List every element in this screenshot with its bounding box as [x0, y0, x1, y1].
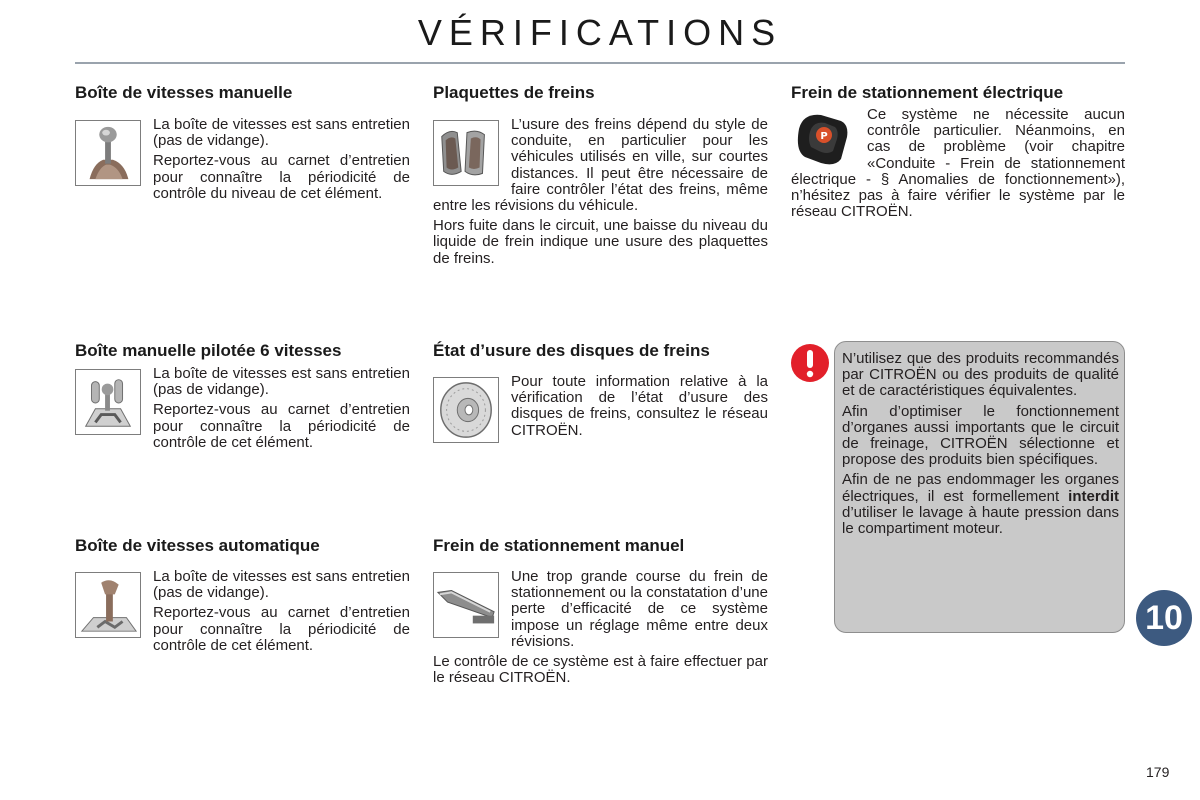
section-brake-discs: [433, 342, 768, 445]
section-manual-gearbox: [75, 84, 410, 206]
paragraph: Afin d’optimiser le fonctionnement d’organes aussi importants que le circuit de freinage, CITROËN sélectionne et propose des produits bien spécifiques.: [842, 402, 1119, 469]
parking-brake-lever-icon: [433, 572, 499, 638]
paragraph: La boîte de vitesses est sans entretien (pas de vidange).: [153, 568, 410, 602]
text-span: d’utiliser le lavage à haute pression dans le compartiment moteur.: [842, 503, 1119, 538]
title-divider: [75, 62, 1125, 64]
manual-gear-lever-icon: [75, 120, 141, 186]
paragraph: Ce système ne nécessite aucun contrôle particulier. Néanmoins, en cas de problème (voir chapitre «Conduite - Frein de stationnement électrique - § Anomalies de fonctionnement»), n’hésitez pas à faire vérifier le système par le réseau CITROËN.: [791, 106, 1125, 221]
paragraph: L’usure des freins dépend du style de conduite, en particulier pour les véhicules utilisés en ville, sur courtes distances. Il peut être nécessaire de faire contrôler l’état des freins, même entre les révisions du véhicule.: [433, 116, 768, 215]
page-title: VÉRIFICATIONS: [417, 12, 783, 53]
section-title: Plaquettes de freins: [433, 83, 595, 102]
paragraph: Le contrôle de ce système est à faire effectuer par le réseau CITROËN.: [433, 653, 768, 687]
section-title: Frein de stationnement électrique: [791, 83, 1064, 102]
paragraph: Reportez-vous au carnet d’entretien pour connaître la périodicité de contrôle de cet élément.: [153, 401, 410, 451]
section-title: Boîte de vitesses manuelle: [75, 83, 293, 102]
section-title: Boîte manuelle pilotée 6 vitesses: [75, 341, 342, 360]
section-electric-parking-brake: [791, 84, 1125, 224]
piloted-gearbox-icon: [75, 369, 141, 435]
paragraph: Hors fuite dans le circuit, une baisse du niveau du liquide de frein indique une usure des plaquettes de freins.: [433, 217, 768, 267]
section-brake-pads: [433, 84, 768, 271]
exclamation-warning-icon: [790, 343, 830, 383]
section-title: Boîte de vitesses automatique: [75, 536, 320, 555]
electric-parking-brake-icon: [791, 107, 855, 169]
automatic-gear-selector-icon: [75, 572, 141, 638]
chapter-tab: 10: [1136, 590, 1192, 646]
svg-text:P: P: [820, 131, 828, 142]
paragraph: La boîte de vitesses est sans entretien (pas de vidange).: [153, 365, 410, 399]
paragraph: Reportez-vous au carnet d’entretien pour connaître la périodicité de contrôle de cet élément.: [153, 604, 410, 654]
section-manual-parking-brake: [433, 537, 768, 690]
page-number: 179: [1146, 764, 1170, 780]
section-piloted-gearbox: [75, 342, 410, 455]
paragraph: Pour toute information relative à la vérification de l’état d’usure des disques de freins, consultez le réseau CITROËN.: [511, 373, 768, 439]
paragraph: N’utilisez que des produits recommandés par CITROËN ou des produits de qualité et de caractéristiques équivalentes.: [842, 350, 1119, 400]
notice-text: [842, 351, 1119, 541]
section-title: Frein de stationnement manuel: [433, 536, 685, 555]
text-span: Afin de ne pas endommager les organes électriques, il est formellement: [842, 471, 1119, 505]
emphasis-text: interdit: [1068, 487, 1119, 505]
brake-pads-icon: [433, 120, 499, 186]
paragraph: Une trop grande course du frein de stationnement ou la constatation d’une perte d’efficacité de ce système impose un réglage même entre deux révisions.: [511, 568, 768, 650]
paragraph: Reportez-vous au carnet d’entretien pour connaître la périodicité de contrôle du niveau de cet élément.: [153, 152, 410, 202]
brake-disc-icon: [433, 377, 499, 443]
section-automatic-gearbox: [75, 537, 410, 658]
section-title: État d’usure des disques de freins: [433, 341, 710, 360]
paragraph: La boîte de vitesses est sans entretien (pas de vidange).: [153, 116, 410, 150]
paragraph: [842, 472, 1119, 537]
